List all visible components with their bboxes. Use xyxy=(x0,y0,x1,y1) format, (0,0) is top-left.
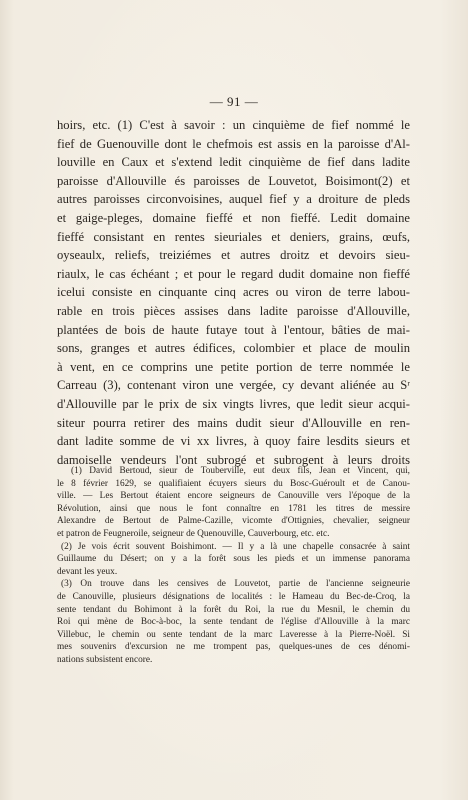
footnote-line: ville. — Les Bertout étaient encore seigneurs de Canouville vers l'époque de la xyxy=(57,491,410,502)
footnote-line: Guillaume du Désert; on y a la forêt sous les pieds et un immense panorama xyxy=(57,554,410,565)
main-text-line: oyseaulx, reliefs, treiziémes et autres droitz et devoirs sieu- xyxy=(57,248,410,263)
footnote-line: sente tendant du Bohimont à la forêt du Roi, la rue du Mesnil, le chemin du xyxy=(57,604,410,615)
main-text-line: d'Allouville par le prix de six vingts livres, que ledit sieur acqui- xyxy=(57,396,410,411)
footnote-2 xyxy=(57,541,410,579)
footnotes-block xyxy=(57,465,410,667)
footnote-3 xyxy=(57,578,410,666)
main-text-line: à vent, en ce comprins une petite portion de terre nommée le xyxy=(57,359,410,374)
footnote-1 xyxy=(57,465,410,541)
main-text-line: plantées de bois de haute futaye tout à l'entour, bâties de mai- xyxy=(57,322,410,337)
main-text-line: autres paroisses circonvoisines, auquel fief y a droiture de pleds xyxy=(57,192,410,207)
main-text-line: fief de Guenouville dont le chefmois est assis en la paroisse d'Al- xyxy=(57,136,410,151)
footnote-line: de Canouville, plusieurs désignations de localités : le Hameau du Bec-de-Croq, la xyxy=(57,591,410,602)
main-text-line: et gaige-pleges, domaine fieffé et non fieffé. Ledit domaine xyxy=(57,210,410,225)
main-text-block xyxy=(57,116,410,469)
main-text-line: Carreau (3), contenant viron une vergée, cy devant aliénée au Sʳ xyxy=(57,378,410,393)
main-text-line: riaulx, le cas échéant ; et pour le regard dudit domaine non fieffé xyxy=(57,266,410,281)
page-number: — 91 — xyxy=(209,94,259,109)
main-text-line: damoiselle vendeurs l'ont subrogé et subrogent à leurs droits xyxy=(57,452,410,467)
main-text-line: dant ladite somme de vi xx livres, à quoy faire lesdits sieurs et xyxy=(57,434,410,449)
main-text-line: louville en Caux et s'extend ledit cinquième de fief dans ladite xyxy=(57,155,410,170)
footnote-line: Villebuc, le chemin ou sente tendant de la marc Laveresse à la Pierre-Noël. Si xyxy=(57,629,410,640)
footnote-line: Révolution, ainsi que nous le font connaître en 1781 les titres de messire xyxy=(57,503,410,514)
main-text-line: siteur pourra retirer des mains dudit sieur d'Allouville en ren- xyxy=(57,415,410,430)
footnote-line: Alexandre de Bertout de Palme-Cazille, vicomte d'Ottignies, chevalier, seigneur xyxy=(57,516,410,527)
footnote-line: le 8 février 1629, se qualifiaient écuyers sieurs du Bosc-Guéroult et de Canou- xyxy=(57,478,410,489)
footnote-line: mes souvenirs d'excursion ne me trompent pas, quelques-unes de ces dénomi- xyxy=(57,642,410,653)
footnote-line: (1) David Bertoud, sieur de Touberville, eut deux fils, Jean et Vincent, qui, xyxy=(71,466,410,476)
footnote-line: (2) Je vois écrit souvent Boishimont. — Il y a là une chapelle consacrée à saint xyxy=(61,541,410,552)
footnote-line: Roi qui mène de Boc-à-boc, la sente tendant de l'église d'Allouville à la marc xyxy=(57,617,410,628)
footnote-line: (3) On trouve dans les censives de Louvetot, partie de l'ancienne seigneurie xyxy=(61,579,410,590)
footnote-line: nations subsistent encore. xyxy=(57,654,153,665)
main-text-line: sons, granges et autres édifices, colombier et place de moulin xyxy=(57,341,410,356)
main-text-line: hoirs, etc. (1) C'est à savoir : un cinquième de fief nommé le xyxy=(57,118,410,132)
main-text-line: paroisse d'Allouville és paroisses de Louvetot, Boisimont(2) et xyxy=(57,173,410,188)
footnote-line: devant les yeux. xyxy=(57,566,118,577)
footnote-line: et patron de Feugneroile, seigneur de Quenouville, Cauverbourg, etc. etc. xyxy=(57,528,330,539)
main-text-line: icelui consiste en cinquante cinq acres ou viron de terre labou- xyxy=(57,285,410,300)
main-text-line: rable en trois pièces assises dans ladite paroisse d'Allouville, xyxy=(57,303,410,318)
main-text-line: fieffé consistant en rentes sieuriales et deniers, grains, œufs, xyxy=(57,229,410,244)
